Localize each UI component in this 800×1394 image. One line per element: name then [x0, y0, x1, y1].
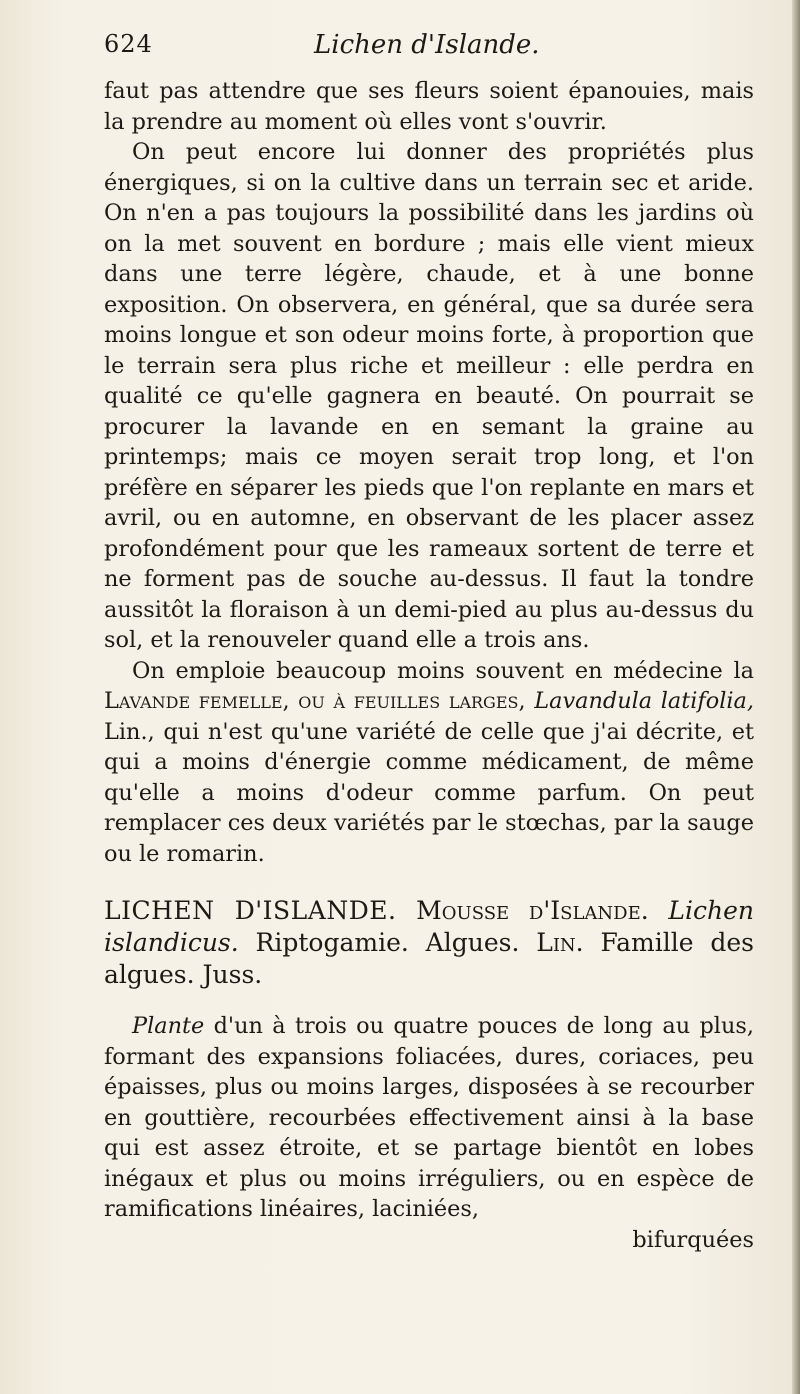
- plante-label: Plante: [132, 1013, 205, 1039]
- page-body: [104, 76, 754, 1255]
- paragraph-lavande-femelle: [104, 656, 754, 870]
- species-latin-name: Lavandula latifolia,: [525, 688, 754, 714]
- entry-authority: Lin.: [536, 928, 584, 957]
- catchword: bifurquées: [632, 1226, 754, 1253]
- text-run: d'un à trois ou quatre pouces de long au plus, formant des expansions foliacées, dures, coriaces, peu épaisses, plus ou moins larges, disposées à se recourber en gouttière, recourbées effectivement ainsi à la base qui est assez étroite, et se partage bientôt en lobes inégaux et plus ou moins irréguliers, ou en espèce de ramifications linéaires, laciniées,: [104, 1013, 754, 1222]
- paragraph-continuation: faut pas attendre que ses fleurs soient épanouies, mais la prendre au moment où elles vont s'ouvrir.: [104, 78, 754, 135]
- paragraph-cultivation: On peut encore lui donner des propriétés plus énergiques, si on la cultive dans un terrain sec et aride. On n'en a pas toujours la possibilité dans les jardins où on la met souvent en bordure ; mais elle vient mieux dans une terre légère, chaude, et à une bonne exposition. On observera, en général, que sa durée sera moins longue et son odeur moins forte, à proportion que le terrain sera plus riche et meilleur : elle perdra en qualité ce qu'elle gagnera en beauté. On pourrait se procurer la lavande en en semant la graine au printemps; mais ce moyen serait trop long, et l'on préfère en séparer les pieds que l'on replante en mars et avril, ou en automne, en observant de les placer assez profondément pour que les rameaux sortent de terre et ne forment pas de souche au-dessus. Il faut la tondre aussitôt la floraison à un demi-pied au plus au-dessus du sol, et la renouveler quand elle a trois ans.: [104, 139, 754, 653]
- entry-title: LICHEN D'ISLANDE.: [104, 896, 397, 925]
- page-edge: [792, 0, 800, 1394]
- entry-classification: Riptogamie. Algues.: [238, 928, 537, 957]
- entry-synonym: Mousse d'Islande.: [396, 896, 649, 925]
- entry-family: Famille des algues. Juss.: [104, 928, 754, 989]
- species-name-smallcaps: Lavande femelle, ou à feuilles larges,: [104, 688, 526, 714]
- entry-heading: [104, 895, 754, 991]
- paragraph-plante: [104, 1011, 754, 1225]
- text-run: Lin., qui n'est qu'une variété de celle que j'ai décrite, et qui a moins d'énergie comme médicament, de même qu'elle a moins d'odeur comme parfum. On peut remplacer ces deux variétés par le stœchas, par la sauge ou le romarin.: [104, 718, 754, 867]
- page-number: 624: [104, 30, 153, 58]
- running-title: Lichen d'Islande.: [314, 30, 540, 60]
- page-header: [104, 30, 754, 66]
- text-run: On emploie beaucoup moins souvent en médecine la: [132, 657, 754, 684]
- entry-latin-name: Lichen islandicus.: [104, 896, 754, 957]
